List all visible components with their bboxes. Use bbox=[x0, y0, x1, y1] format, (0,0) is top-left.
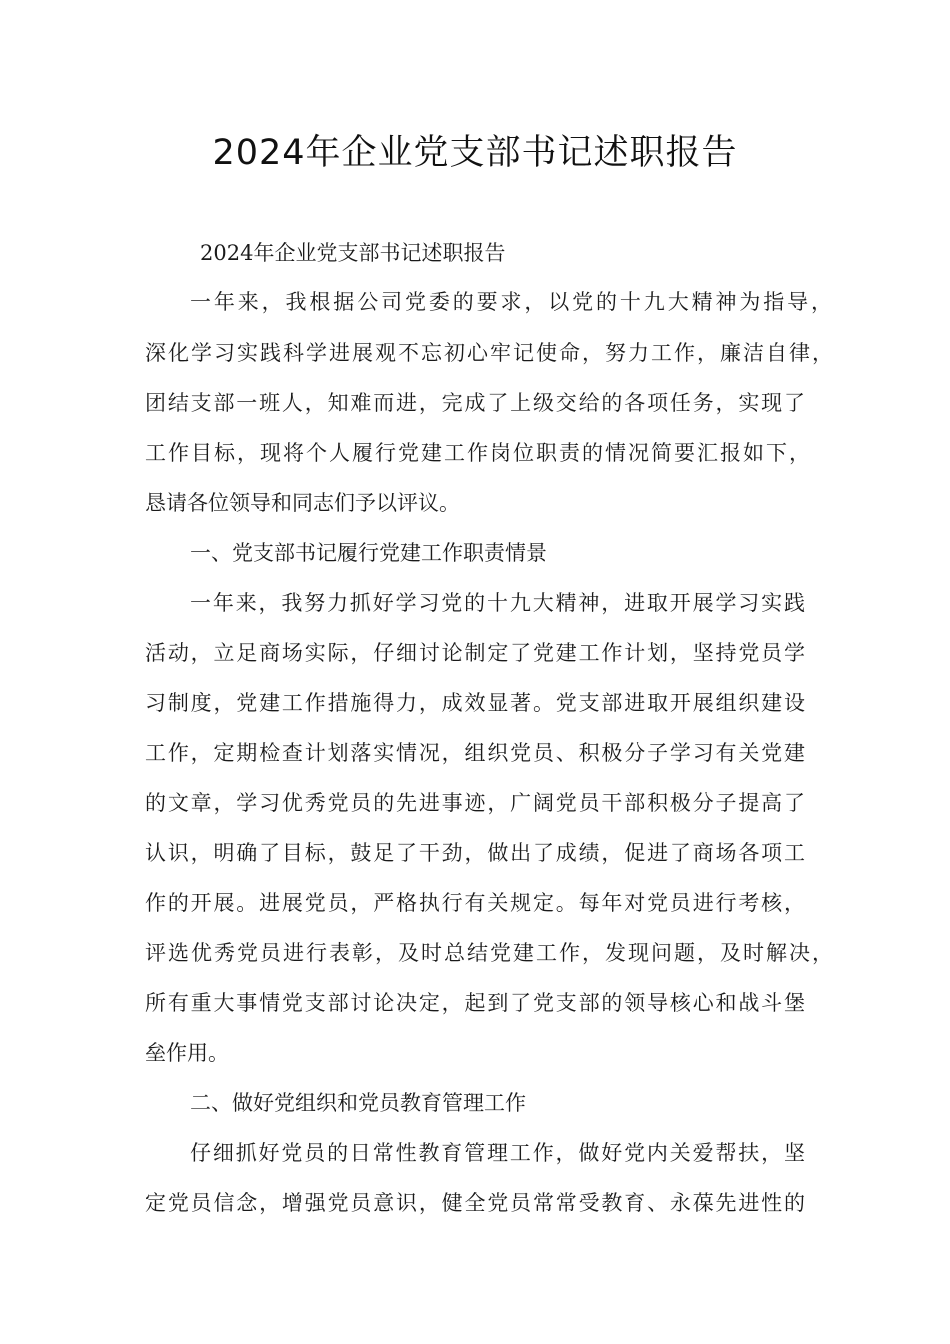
paragraph-line: 评选优秀党员进行表彰，及时总结党建工作，发现问题，及时解决， bbox=[145, 941, 833, 965]
paragraph-line: 仔细抓好党员的日常性教育管理工作，做好党内关爱帮扶，坚 bbox=[190, 1141, 805, 1165]
paragraph-line: 恳请各位领导和同志们予以评议。 bbox=[145, 491, 460, 515]
paragraph-line: 工作，定期检查计划落实情况，组织党员、积极分子学习有关党建 bbox=[145, 741, 805, 765]
paragraph-line: 工作目标，现将个人履行党建工作岗位职责的情况简要汇报如下， bbox=[145, 441, 810, 465]
paragraph-line: 活动，立足商场实际，仔细讨论制定了党建工作计划，坚持党员学 bbox=[145, 641, 805, 665]
document-title: 2024年企业党支部书记述职报告 bbox=[212, 133, 738, 173]
paragraph-line: 习制度，党建工作措施得力，成效显著。党支部进取开展组织建设 bbox=[145, 691, 805, 715]
section-heading-1: 一、党支部书记履行党建工作职责情景 bbox=[190, 541, 547, 565]
repeated-title-line: 2024年企业党支部书记述职报告 bbox=[200, 241, 506, 265]
paragraph-line: 定党员信念，增强党员意识，健全党员常常受教育、永葆先进性的 bbox=[145, 1191, 805, 1215]
paragraph-line: 的文章，学习优秀党员的先进事迹，广阔党员干部积极分子提高了 bbox=[145, 791, 805, 815]
paragraph-line: 垒作用。 bbox=[145, 1041, 229, 1065]
paragraph-line: 认识，明确了目标，鼓足了干劲，做出了成绩，促进了商场各项工 bbox=[145, 841, 805, 865]
paragraph-line: 作的开展。进展党员，严格执行有关规定。每年对党员进行考核， bbox=[145, 891, 805, 915]
section-heading-2: 二、做好党组织和党员教育管理工作 bbox=[190, 1091, 526, 1115]
paragraph-line: 一年来，我根据公司党委的要求，以党的十九大精神为指导， bbox=[190, 290, 832, 314]
paragraph-line: 所有重大事情党支部讨论决定，起到了党支部的领导核心和战斗堡 bbox=[145, 991, 805, 1015]
paragraph-line: 深化学习实践科学进展观不忘初心牢记使命，努力工作，廉洁自律， bbox=[145, 341, 833, 365]
paragraph-line: 团结支部一班人，知难而进，完成了上级交给的各项任务，实现了 bbox=[145, 391, 805, 415]
paragraph-line: 一年来，我努力抓好学习党的十九大精神，进取开展学习实践 bbox=[190, 591, 805, 615]
